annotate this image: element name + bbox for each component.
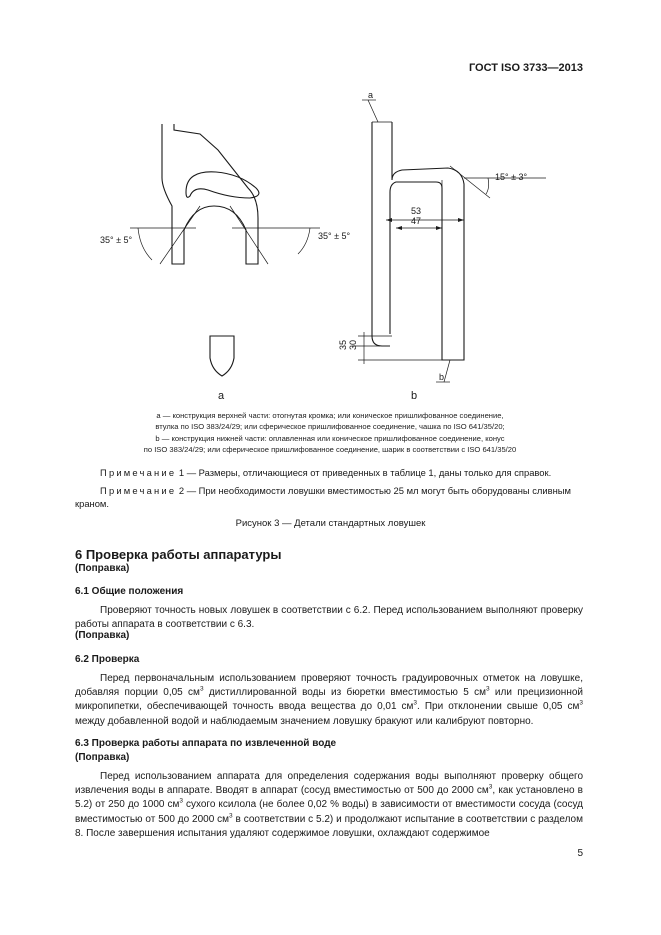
dim-label-53: 53	[411, 206, 422, 216]
paragraph	[75, 604, 583, 632]
legend-line: a — конструкция верхней части: отогнутая кромка; или коническое пришлифованное соединение,	[156, 411, 504, 420]
paragraph	[75, 672, 583, 729]
superscript: 3	[229, 812, 233, 820]
standard-header: ГОСТ ISO 3733—2013	[468, 62, 583, 74]
figure-caption: Рисунок 3 — Детали стандартных ловушек	[235, 518, 426, 529]
legend-line: втулка по ISO 383/24/29; или сферическое пришлифованное соединение, чашка по ISO 641/35/20;	[155, 422, 505, 432]
figure-part-a	[130, 124, 320, 376]
angle-label-top: 15° ± 3°	[495, 172, 528, 182]
superscript: 3	[199, 685, 204, 693]
paragraph-text: дистиллированной воды из бюретки вместимостью 5 см	[203, 687, 486, 699]
dim-label-35: 35	[338, 339, 349, 351]
part-label-a: а	[218, 390, 225, 402]
paragraph-text: Проверяют точность новых ловушек в соответствии с 6.2. Перед использованием выполняют проверку работы аппарата в соответствии с 6.3.	[75, 605, 583, 631]
amendment-note: (Поправка)	[75, 630, 130, 641]
note-1	[75, 466, 583, 479]
paragraph-text: между добавленной водой и наблюдаемым значением ловушку бракуют или калибруют повторно.	[75, 715, 534, 727]
dim-label-30: 30	[348, 339, 359, 351]
subsection-heading: 6.1 Общие положения	[75, 586, 184, 597]
note-word: Примечание	[100, 467, 177, 478]
paragraph-text: или прецизионной микропипетки, обеспечивающей точность ввода вещества до 0,01 см	[75, 687, 583, 713]
note-word: Примечание	[100, 485, 177, 496]
paragraph-text: , как установлено в 5.2) от 250 до 1000 см	[75, 785, 583, 811]
note-text: 1 — Размеры, отличающиеся от приведенных в таблице 1, даны только для справок.	[176, 467, 552, 478]
superscript: 3	[579, 700, 583, 708]
callout-label-a: a	[368, 90, 374, 100]
page-number: 5	[577, 848, 583, 859]
subsection-heading: 6.3 Проверка работы аппарата по извлеченной воде	[75, 738, 337, 749]
paragraph	[75, 770, 583, 841]
amendment-note: (Поправка)	[75, 563, 130, 574]
figure-part-b	[352, 100, 546, 382]
paragraph-text: в соответствии с 5.2) и продолжают испытание в соответствии с разделом 8. После завершения испытания удаляют содержимое ловушки, охлаждают содержимое	[75, 813, 583, 839]
legend-line: по ISO 383/24/29; или сферическое пришлифованное соединение, шарик в соответствии с ISO 641/35/20	[143, 445, 517, 455]
paragraph-text: сухого ксилола (не более 0,02 % воды) в зависимости от вместимости сосуда (сосуд вместимостью от 500 до 2000 см	[75, 799, 583, 825]
superscript: 3	[488, 783, 493, 791]
figure-trap-details	[90, 88, 570, 408]
superscript: 3	[179, 798, 183, 806]
paragraph-text: . При отклонении свыше 0,05 см	[417, 701, 580, 713]
angle-label-left: 35° ± 5°	[100, 235, 133, 245]
paragraph-text: Перед первоначальным использованием проверяют точность градуировочных отметок на ловушке, добавляя порции 0,05 см	[75, 673, 583, 699]
superscript: 3	[413, 700, 418, 708]
legend-line: b — конструкция нижней части: оплавленная или коническое пришлифованное соединение, конус	[155, 433, 505, 443]
amendment-note: (Поправка)	[75, 752, 130, 763]
note-text: 2 — При необходимости ловушки вместимостью 25 мл могут быть оборудованы сливным краном.	[75, 485, 571, 509]
subsection-heading: 6.2 Проверка	[75, 654, 140, 665]
paragraph-text: Перед использованием аппарата для определения содержания воды выполняют проверку общего извлечения воды в аппарате. Вводят в аппарат (сосуд вместимостью от 500 до 2000 см	[75, 771, 583, 797]
part-label-b: b	[411, 390, 418, 402]
superscript: 3	[485, 685, 490, 693]
angle-label-right: 35° ± 5°	[318, 231, 351, 241]
section-heading: 6 Проверка работы аппаратуры	[75, 547, 282, 562]
figure-legend	[80, 410, 580, 456]
callout-label-b: b	[439, 372, 445, 382]
note-2	[75, 484, 583, 510]
dim-label-47: 47	[411, 216, 422, 226]
